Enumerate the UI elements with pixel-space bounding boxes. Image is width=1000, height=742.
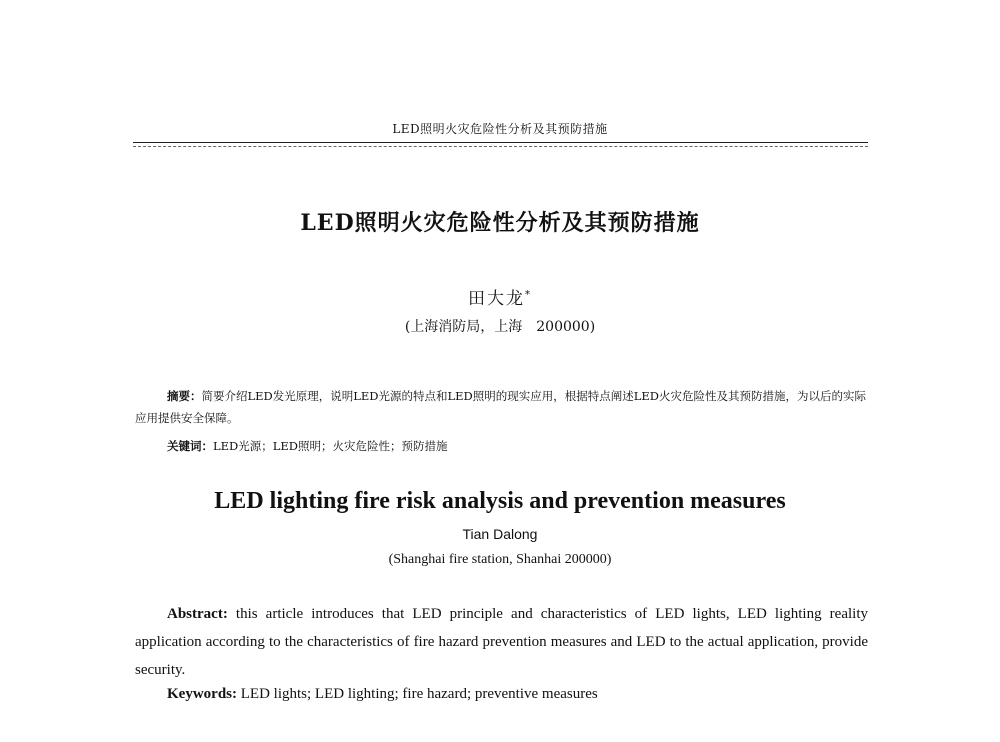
abstract-label-english: Abstract:	[167, 606, 228, 622]
abstract-label-chinese: 摘要：	[167, 389, 202, 403]
header-rule	[133, 142, 868, 143]
abstract-chinese	[135, 385, 868, 429]
title-english: LED lighting fire risk analysis and prevention measures	[214, 488, 786, 514]
header-rule-dashed	[133, 146, 868, 147]
keywords-text-english: LED lights; LED lighting; fire hazard; preventive measures	[237, 686, 598, 702]
affiliation-english: (Shanghai fire station, Shanhai 200000)	[388, 552, 612, 567]
abstract-text-chinese: 简要介绍LED发光原理，说明LED光源的特点和LED照明的现实应用，根据特点阐述LED火灾危险性及其预防措施，为以后的实际应用提供安全保障。	[135, 389, 867, 425]
running-header: LED照明火灾危险性分析及其预防措施	[392, 122, 608, 136]
title-chinese: LED照明火灾危险性分析及其预防措施	[300, 210, 700, 236]
author-footnote-mark: *	[525, 289, 532, 301]
author-english: Tian Dalong	[462, 526, 538, 542]
abstract-text-english: this article introduces that LED principle and characteristics of LED lights, LED lighting reality application according to the characteristics of fire hazard prevention measures and LED to the actual application, provide security.	[135, 606, 868, 678]
keywords-english	[167, 686, 867, 703]
keywords-label-chinese: 关键词：	[167, 439, 213, 453]
keywords-label-english: Keywords:	[167, 686, 237, 702]
affiliation-chinese: (上海消防局，上海 200000)	[404, 319, 596, 335]
author-chinese	[0, 284, 1000, 309]
abstract-english	[135, 600, 868, 684]
keywords-chinese	[167, 438, 867, 454]
author-name-chinese: 田大龙	[468, 289, 525, 309]
keywords-text-chinese: LED光源；LED照明；火灾危险性；预防措施	[213, 439, 448, 453]
